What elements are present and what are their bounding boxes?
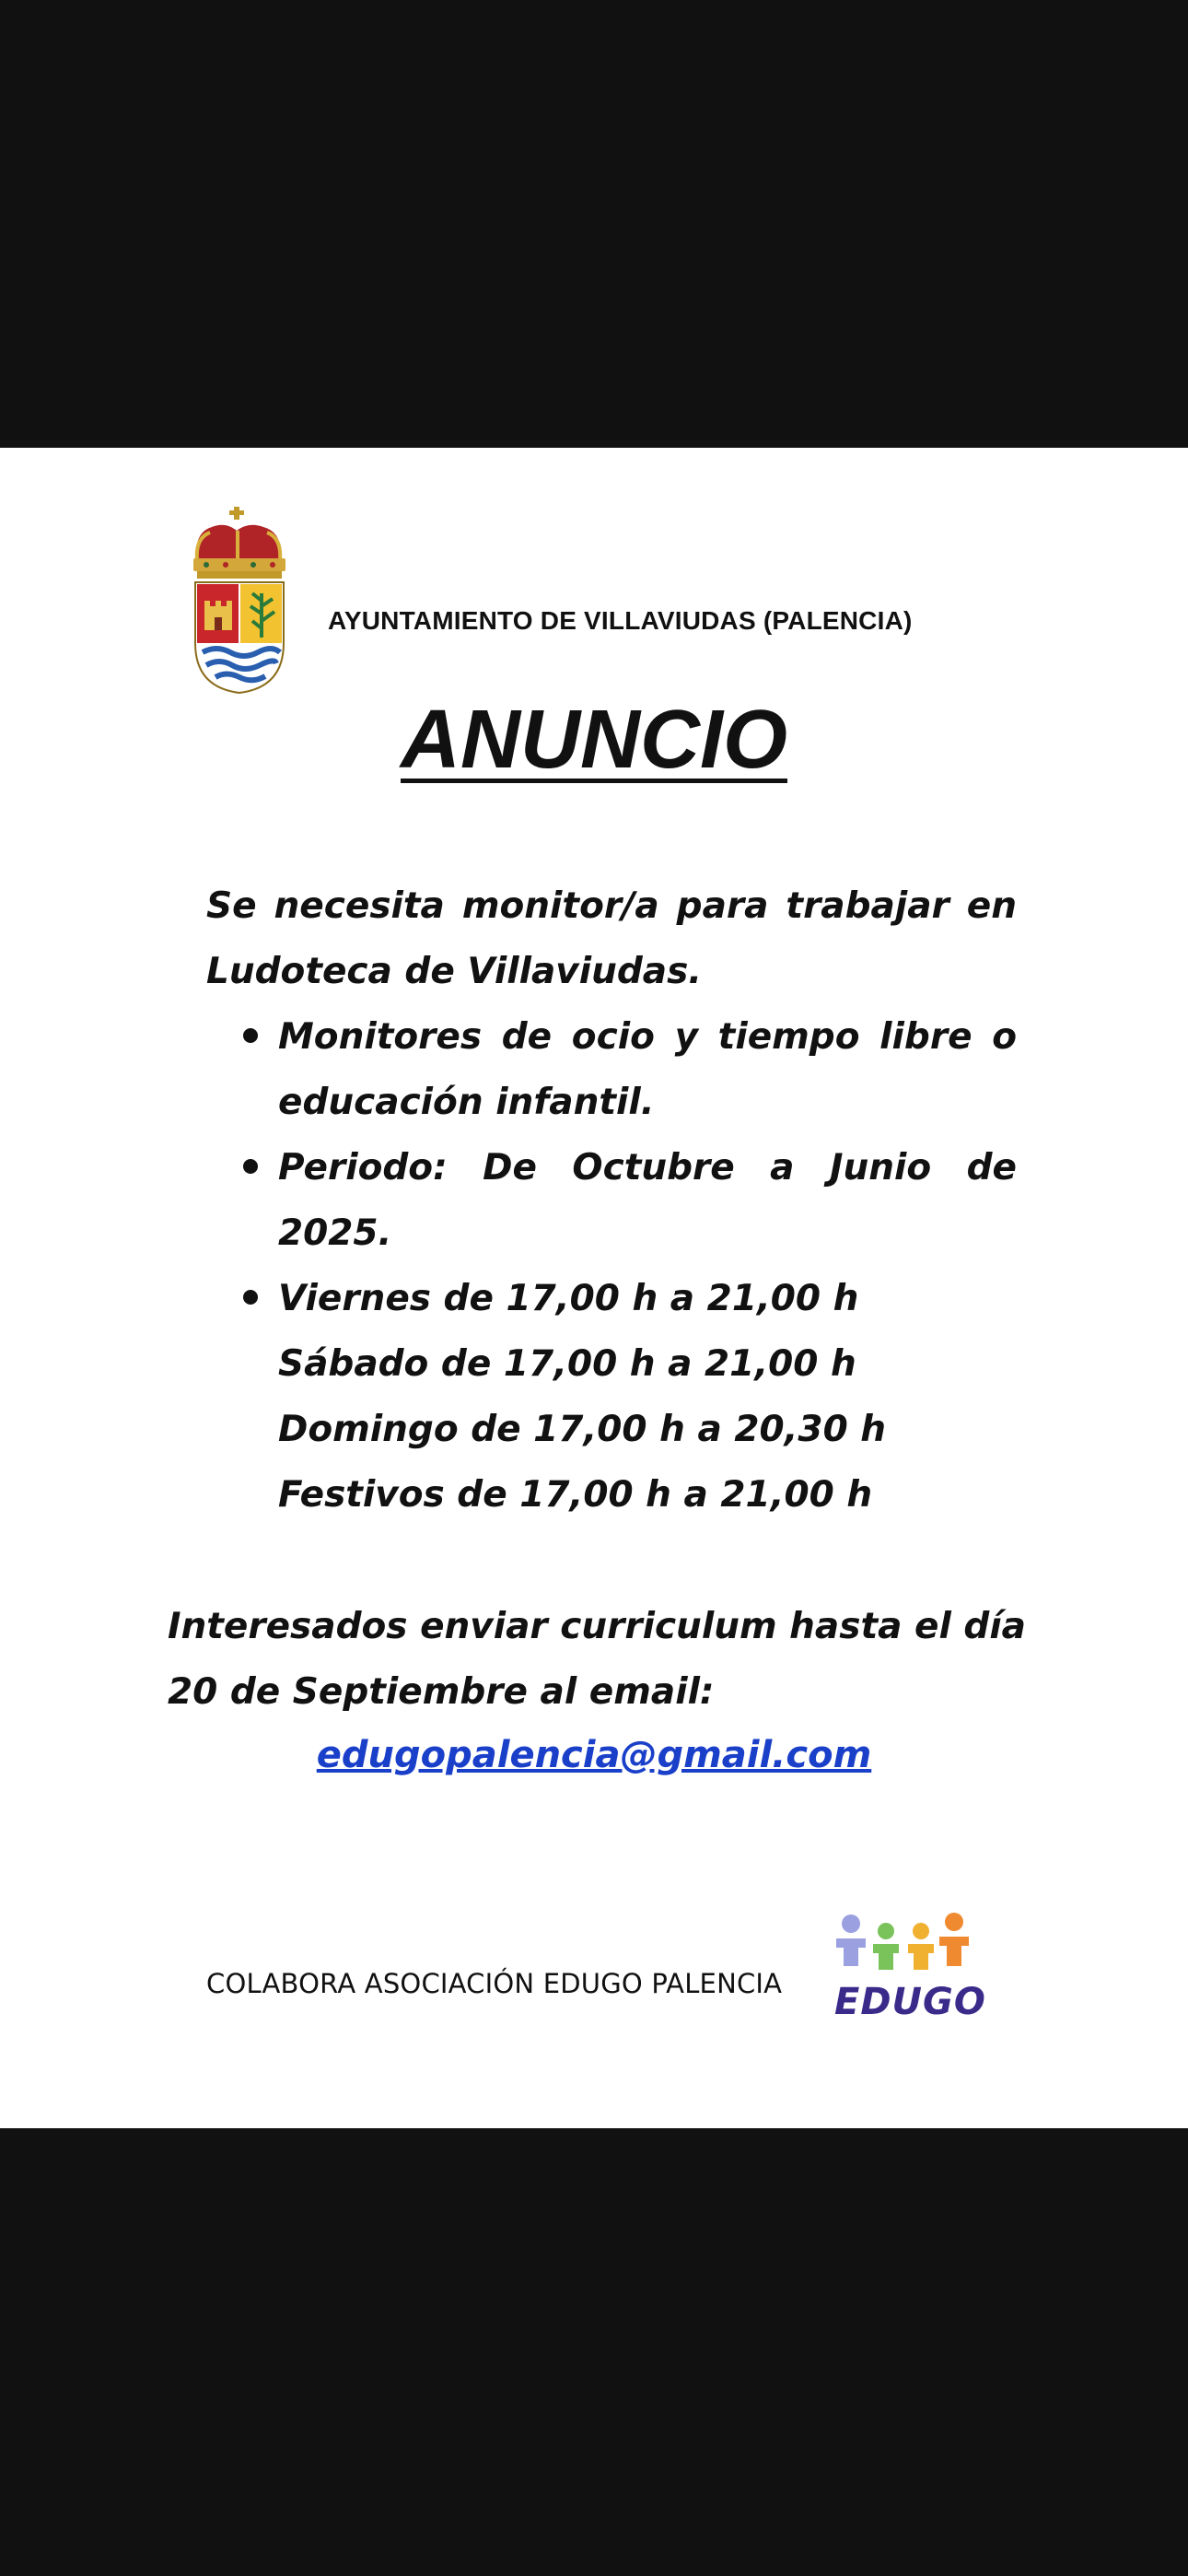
schedule-item [206,1266,1017,1528]
bullet-dot-icon [243,1159,258,1174]
bullet-dot-icon [243,1290,258,1305]
list-item-text: Periodo: De Octubre a Junio de 2025. [278,1147,1017,1254]
list-item [206,1135,1017,1266]
list-item [206,1004,1017,1135]
list-item-text: Monitores de ocio y tiempo libre o educación infantil. [278,1016,1017,1123]
requirements-list [206,1004,1017,1528]
heading-text: ANUNCIO [401,694,787,786]
schedule-line: Sábado de 17,00 h a 21,00 h [278,1343,856,1385]
coat-of-arms-icon [184,505,295,695]
interest-paragraph: Interesados enviar curriculum hasta el día 20 de Septiembre al email: [168,1606,1027,1713]
schedule-line: Viernes de 17,00 h a 21,00 h [278,1278,859,1319]
municipality-title: AYUNTAMIENTO DE VILLAVIUDAS (PALENCIA) [328,606,913,635]
bullet-dot-icon [243,1028,258,1043]
notice-page [0,448,1188,2128]
email-link[interactable]: edugopalencia@gmail.com [316,1734,872,1776]
intro-paragraph: Se necesita monitor/a para trabajar en Ludoteca de Villaviudas. [206,885,1017,992]
schedule-line: Domingo de 17,00 h a 20,30 h [278,1409,887,1450]
collaborator-text: COLABORA ASOCIACIÓN EDUGO PALENCIA [206,1968,783,1999]
notice-heading [0,693,1188,788]
edugo-logo-text: EDUGO [834,1981,986,2023]
schedule-line: Festivos de 17,00 h a 21,00 h [278,1474,873,1516]
